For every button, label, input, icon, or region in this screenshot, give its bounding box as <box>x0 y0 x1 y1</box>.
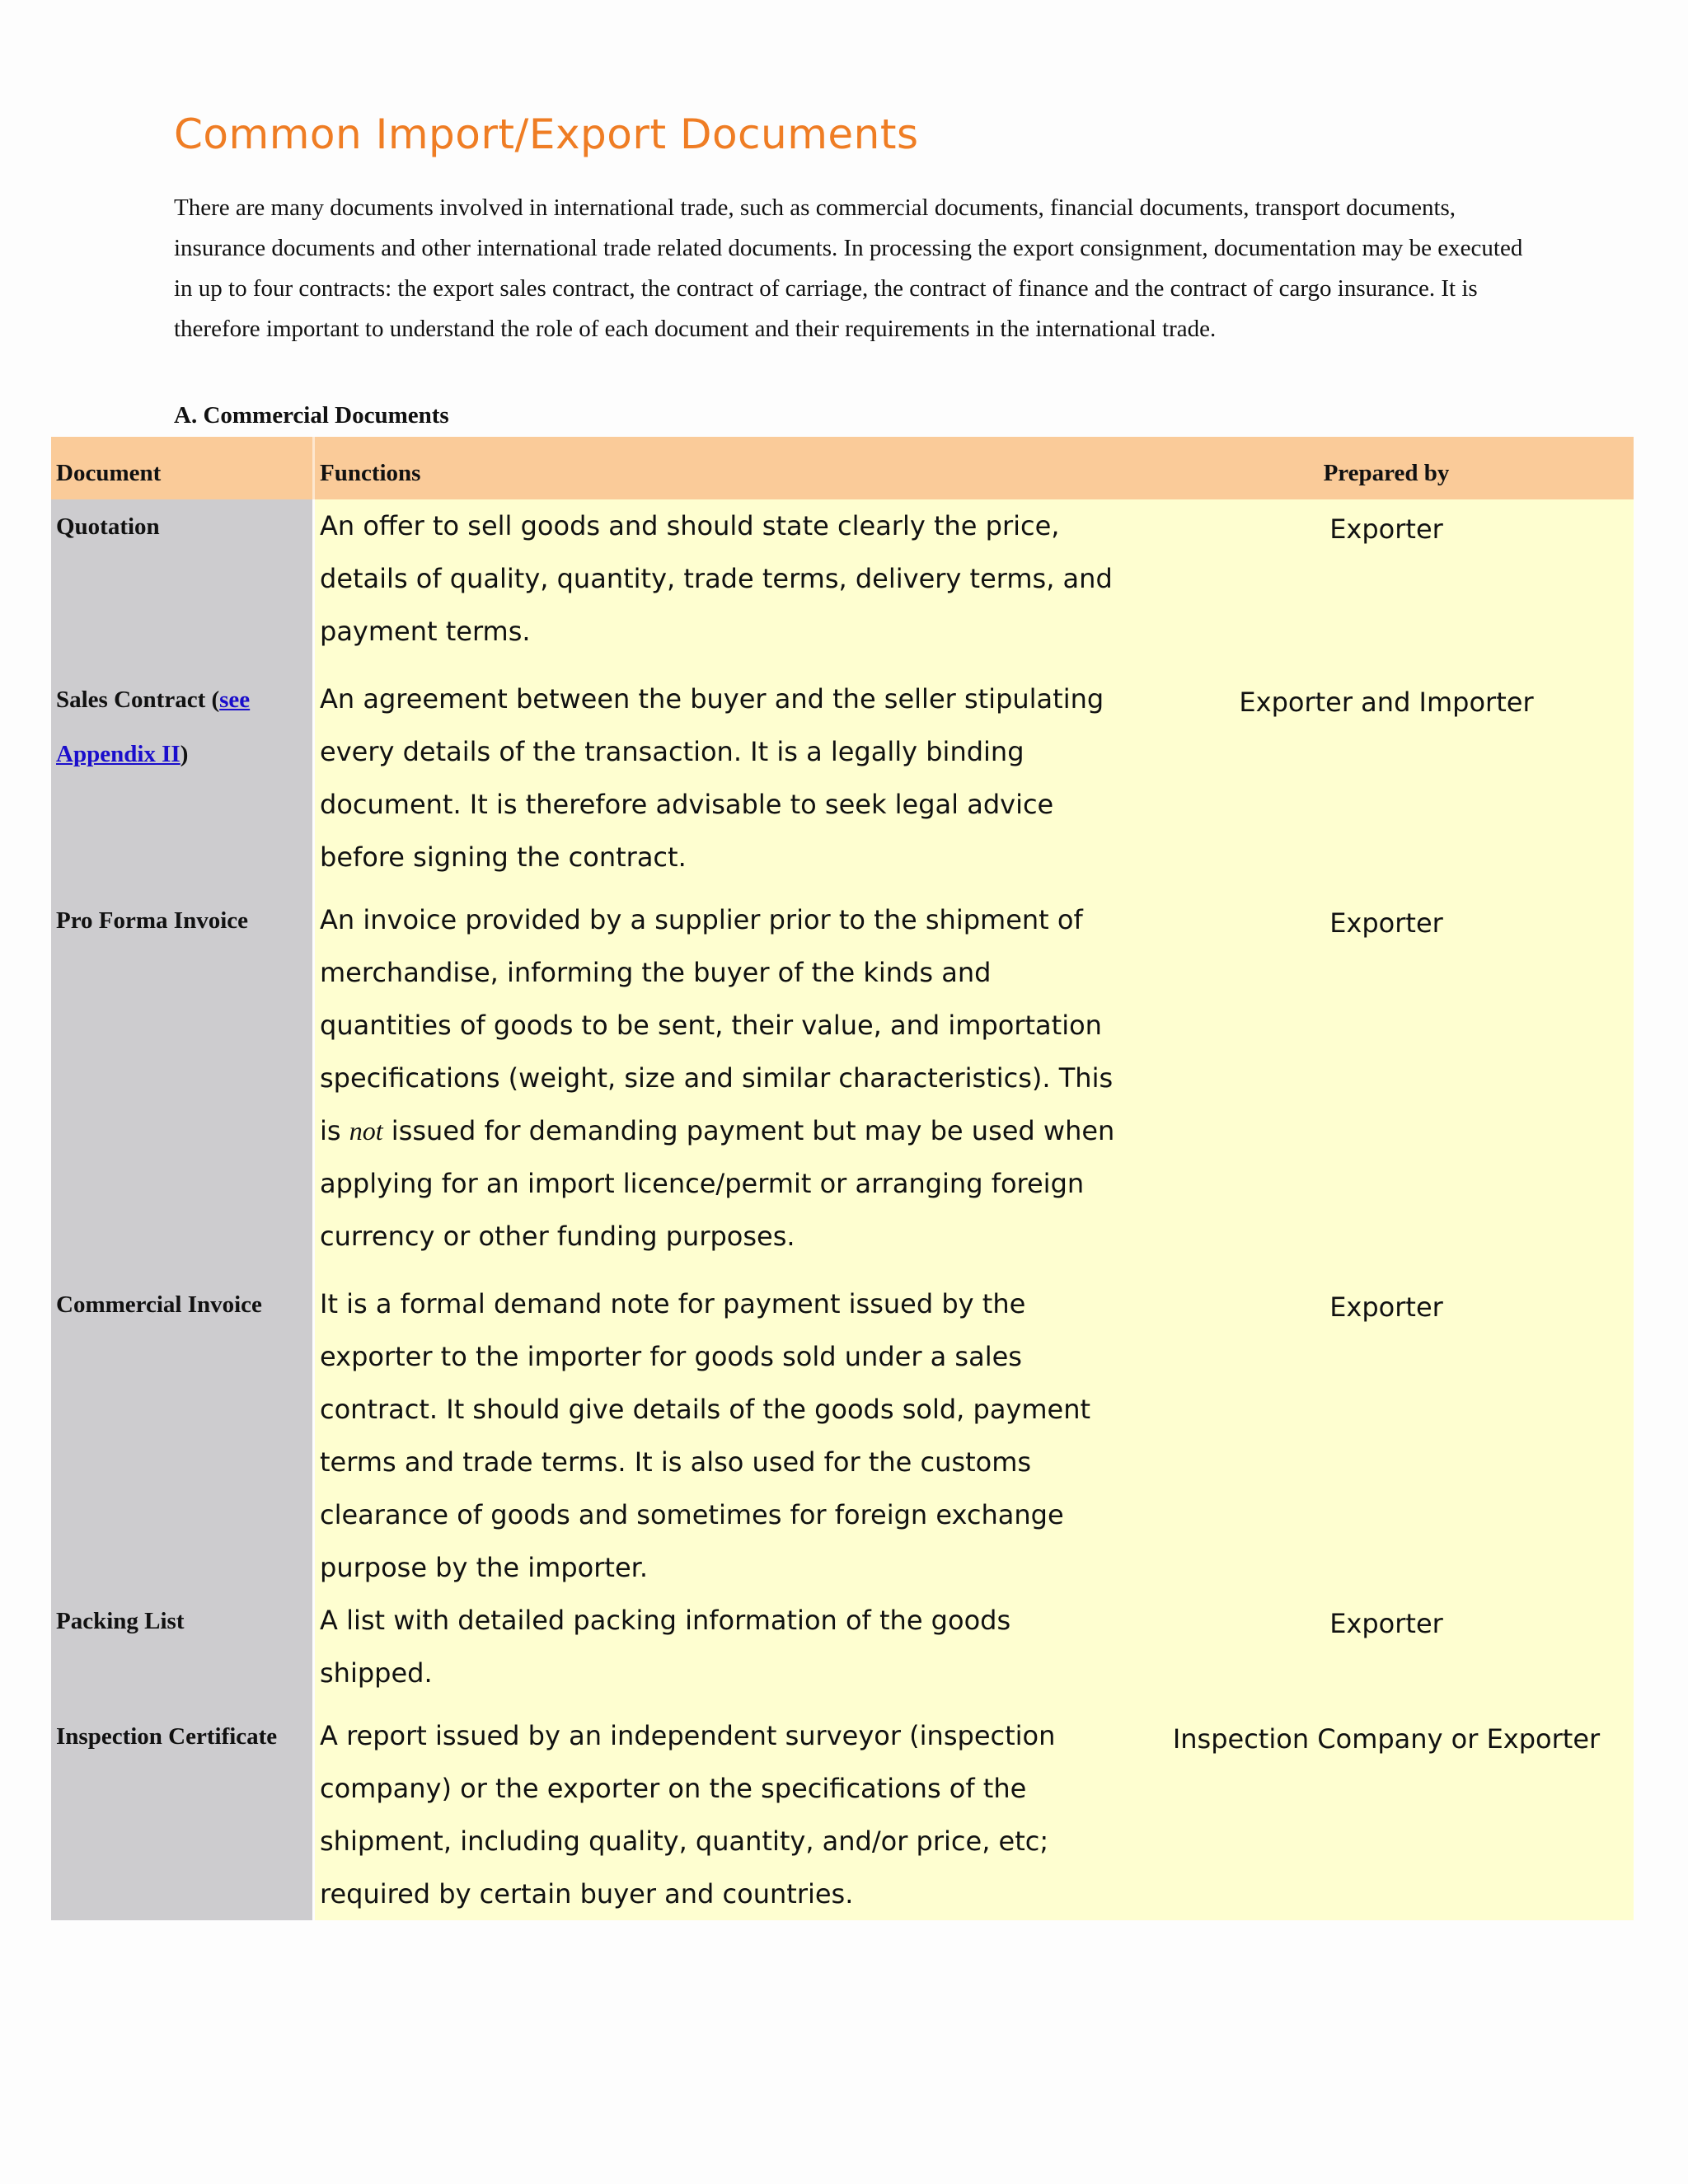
document-name: Inspection Certificate <box>51 1709 315 1920</box>
document-name-prefix: Sales Contract ( <box>56 687 220 713</box>
prepared-by: Inspection Company or Exporter <box>1139 1709 1634 1920</box>
table-row <box>51 499 1634 673</box>
document-name: Quotation <box>51 499 315 673</box>
document-name <box>51 673 315 893</box>
commercial-documents-table <box>51 437 1634 1920</box>
document-name: Packing List <box>51 1594 315 1709</box>
functions-text-after: issued for demanding payment but may be used when applying for an import licence/permit or arranging foreign currency or other funding purposes. <box>320 1115 1115 1252</box>
functions-text-before: An invoice provided by a supplier prior to the shipment of merchandise, informing the buyer of the kinds and quantities of goods to be sent, their value, and importation specifications (weight, size and similar characteristics). This is <box>320 904 1114 1146</box>
prepared-by: Exporter <box>1139 499 1634 673</box>
document-functions <box>315 893 1139 1277</box>
header-functions: Functions <box>315 437 1139 499</box>
document-functions: An offer to sell goods and should state clearly the price, details of quality, quantity, trade terms, delivery terms, and payment terms. <box>315 499 1139 673</box>
table-header-row <box>51 437 1634 499</box>
table-row <box>51 1709 1634 1920</box>
header-document: Document <box>51 437 315 499</box>
document-name-suffix: ) <box>180 741 189 767</box>
table-row <box>51 893 1634 1277</box>
document-name: Pro Forma Invoice <box>51 893 315 1277</box>
header-prepared-by: Prepared by <box>1139 437 1634 499</box>
prepared-by: Exporter and Importer <box>1139 673 1634 893</box>
document-functions: It is a formal demand note for payment issued by the exporter to the importer for goods sold under a sales contract. It should give details of the goods sold, payment terms and trade terms. It is also used for the customs clearance of goods and sometimes for foreign exchange purpose by the importer. <box>315 1277 1139 1594</box>
section-heading: A. Commercial Documents <box>174 402 449 429</box>
prepared-by: Exporter <box>1139 1277 1634 1594</box>
prepared-by: Exporter <box>1139 893 1634 1277</box>
document-name: Commercial Invoice <box>51 1277 315 1594</box>
table-row <box>51 673 1634 893</box>
document-functions: A list with detailed packing information of the goods shipped. <box>315 1594 1139 1709</box>
table-row <box>51 1594 1634 1709</box>
intro-paragraph: There are many documents involved in international trade, such as commercial documents, financial documents, transport documents, insurance documents and other international trade related documents. In processing the export consignment, documentation may be executed in up to four contracts: the export sales contract, the contract of carriage, the contract of finance and the contract of cargo insurance. It is therefore important to understand the role of each document and their requirements in the international trade. <box>174 194 1523 342</box>
document-functions: A report issued by an independent surveyor (inspection company) or the exporter on the specifications of the shipment, including quality, quantity, and/or price, etc; required by certain buyer and countries. <box>315 1709 1139 1920</box>
document-functions: An agreement between the buyer and the seller stipulating every details of the transaction. It is a legally binding document. It is therefore advisable to seek legal advice before signing the contract. <box>315 673 1139 893</box>
table-row <box>51 1277 1634 1594</box>
functions-emphasis: not <box>349 1116 383 1146</box>
prepared-by: Exporter <box>1139 1594 1634 1709</box>
appendix-ii-link[interactable]: see Appendix II <box>56 687 251 767</box>
page-title: Common Import/Export Documents <box>174 110 919 158</box>
